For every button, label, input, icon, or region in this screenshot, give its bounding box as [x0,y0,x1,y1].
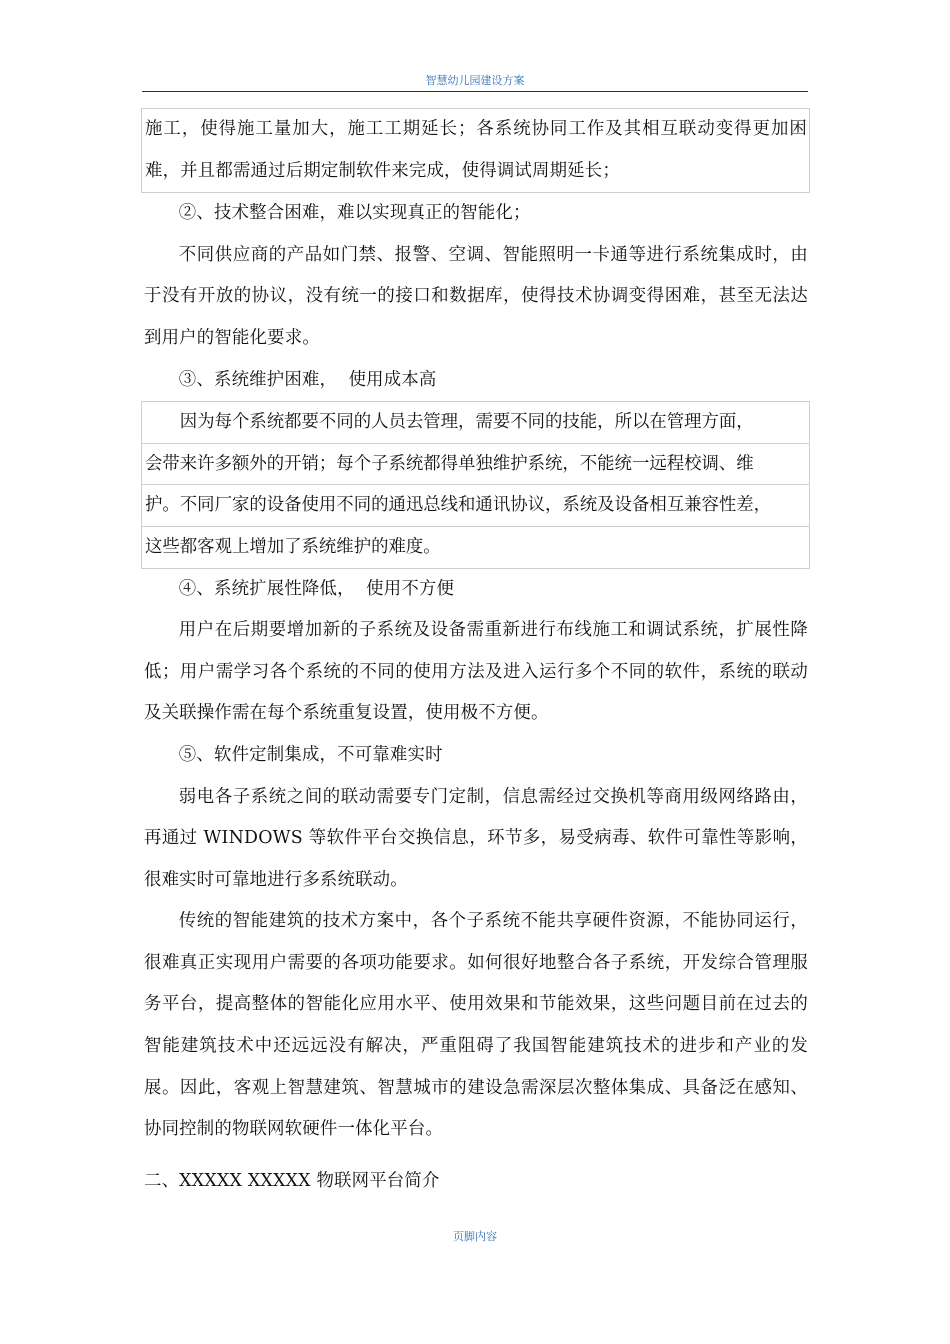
paragraph-scalability: 用户在后期要增加新的子系统及设备需重新进行布线施工和调试系统，扩展性降低；用户需学习各个系统的不同的使用方法及进入运行多个不同的软件，系统的联动及关联操作需在每个系统重复设置，使用极不方便。 [144,620,808,724]
page-footer: 页脚内容 [453,1230,497,1243]
heading-tech-integration: ②、技术整合困难，难以实现真正的智能化； [178,203,531,224]
paragraph-traditional-solution: 传统的智能建筑的技术方案中，各个子系统不能共享硬件资源，不能协同运行，很难真正实现用户需要的各项功能要求。如何很好地整合各子系统，开发综合管理服务平台，提高整体的智能化应用水平、使用效果和节能效果，这些问题目前在过去的智能建筑技术中还远远没有解决，严重阻碍了我国智能建筑技术的进步和产业的发展。因此，客观上智慧建筑、智慧城市的建设急需深层次整体集成、具备泛在感知、协同控制的物联网软硬件一体化平台。 [144,911,808,1140]
paragraph-line: 这些都客观上增加了系统维护的难度。 [141,526,810,569]
paragraph-construction: 施工，使得施工量加大，施工工期延长；各系统协同工作及其相互联动变得更加困难，并且都需通过后期定制软件来完成，使得调试周期延长； [141,108,810,193]
spacer [144,1151,808,1161]
heading-scalability: ④、系统扩展性降低， 使用不方便 [178,578,455,599]
paragraph-line: 会带来许多额外的开销；每个子系统都得单独维护系统，不能统一远程校调、维 [141,443,810,485]
section-heading: 二、XXXXX XXXXX 物联网平台简介 [144,1170,440,1191]
paragraph-line: 因为每个系统都要不同的人员去管理，需要不同的技能，所以在管理方面， [141,401,810,443]
heading-maintenance: ③、系统维护困难， 使用成本高 [178,369,437,390]
paragraph-linkage: 弱电各子系统之间的联动需要专门定制，信息需经过交换机等商用级网络路由，再通过 WINDOWS 等软件平台交换信息，环节多，易受病毒、软件可靠性等影响，很难实时可靠地进行多系统联动。 [144,786,808,890]
paragraph-maintenance [141,401,810,568]
heading-software-customization: ⑤、软件定制集成，不可靠难实时 [178,744,443,765]
paragraph-vendor-integration: 不同供应商的产品如门禁、报警、空调、智能照明一卡通等进行系统集成时，由于没有开放的协议，没有统一的接口和数据库，使得技术协调变得困难，甚至无法达到用户的智能化要求。 [144,244,808,348]
document-body [144,108,808,1202]
header-divider [142,91,808,92]
page-header: 智慧幼儿园建设方案 [425,74,525,87]
paragraph-line: 护。不同厂家的设备使用不同的通迅总线和通讯协议，系统及设备相互兼容性差， [141,484,810,526]
